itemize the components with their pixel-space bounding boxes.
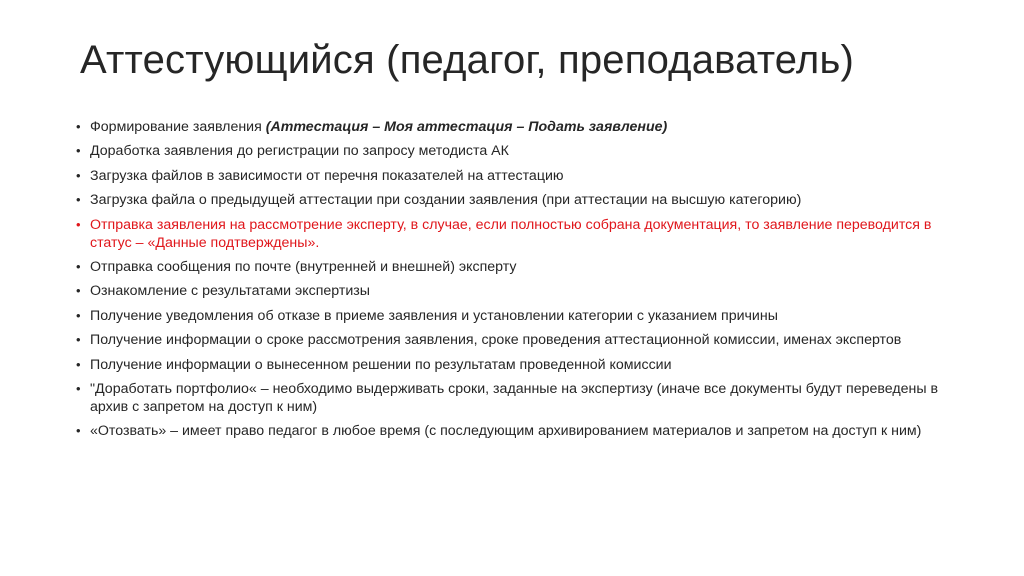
list-item: [76, 282, 956, 300]
list-item-highlighted: [76, 216, 956, 252]
item-text: Формирование заявления: [90, 119, 266, 135]
bullet-icon: •: [76, 167, 81, 183]
item-text: Загрузка файла о предыдущей аттестации при создании заявления (при аттестации на высшую категорию): [90, 192, 802, 209]
list-item: [76, 380, 956, 416]
bullet-icon: •: [76, 332, 81, 348]
bullet-icon: •: [76, 307, 81, 323]
list-item: [76, 142, 956, 160]
list-item: [76, 258, 956, 276]
bullet-icon: •: [76, 356, 81, 372]
item-emphasis: (Аттестация – Моя аттестация – Подать заявление): [265, 119, 668, 135]
bullet-icon: •: [76, 380, 81, 396]
bullet-icon: •: [76, 143, 81, 159]
list-item: [76, 191, 956, 209]
bullet-icon: •: [76, 192, 81, 208]
slide-title: Аттестующийся (педагог, преподаватель): [80, 38, 855, 82]
item-text: Получение информации о вынесенном решении по результатам проведенной комиссии: [90, 356, 672, 373]
list-item: [76, 331, 956, 349]
bullet-icon: •: [76, 283, 81, 299]
bullet-list: [76, 118, 956, 447]
list-item: [76, 118, 956, 136]
item-text: Отправка сообщения по почте (внутренней и внешней) эксперту: [90, 258, 517, 275]
list-item: [76, 356, 956, 374]
bullet-icon: •: [76, 423, 81, 439]
list-item: [76, 422, 956, 440]
bullet-icon: •: [76, 258, 81, 274]
item-text: Отправка заявления на рассмотрение эксперту, в случае, если полностью собрана документация, то заявление переводится в статус – «Данные подтверждены».: [90, 216, 932, 251]
item-text: Получение информации о сроке рассмотрения заявления, сроке проведения аттестационной комиссии, именах экспертов: [90, 332, 902, 349]
list-item: [76, 167, 956, 185]
item-text: Получение уведомления об отказе в приеме заявления и установлении категории с указанием причины: [90, 307, 778, 324]
item-text: Загрузка файлов в зависимости от перечня показателей на аттестацию: [90, 167, 564, 184]
item-text: «Отозвать» – имеет право педагог в любое время (с последующим архивированием материалов и запретом на доступ к ним): [90, 423, 922, 440]
item-text: "Доработать портфолио« – необходимо выдерживать сроки, заданные на экспертизу (иначе все документы будут переведены в архив с запретом на доступ к ним): [90, 380, 939, 415]
bullet-icon: •: [76, 119, 81, 134]
item-text: Ознакомление с результатами экспертизы: [90, 283, 370, 300]
bullet-icon: •: [76, 216, 81, 232]
list-item: [76, 307, 956, 325]
item-text: Доработка заявления до регистрации по запросу методиста АК: [90, 143, 509, 160]
